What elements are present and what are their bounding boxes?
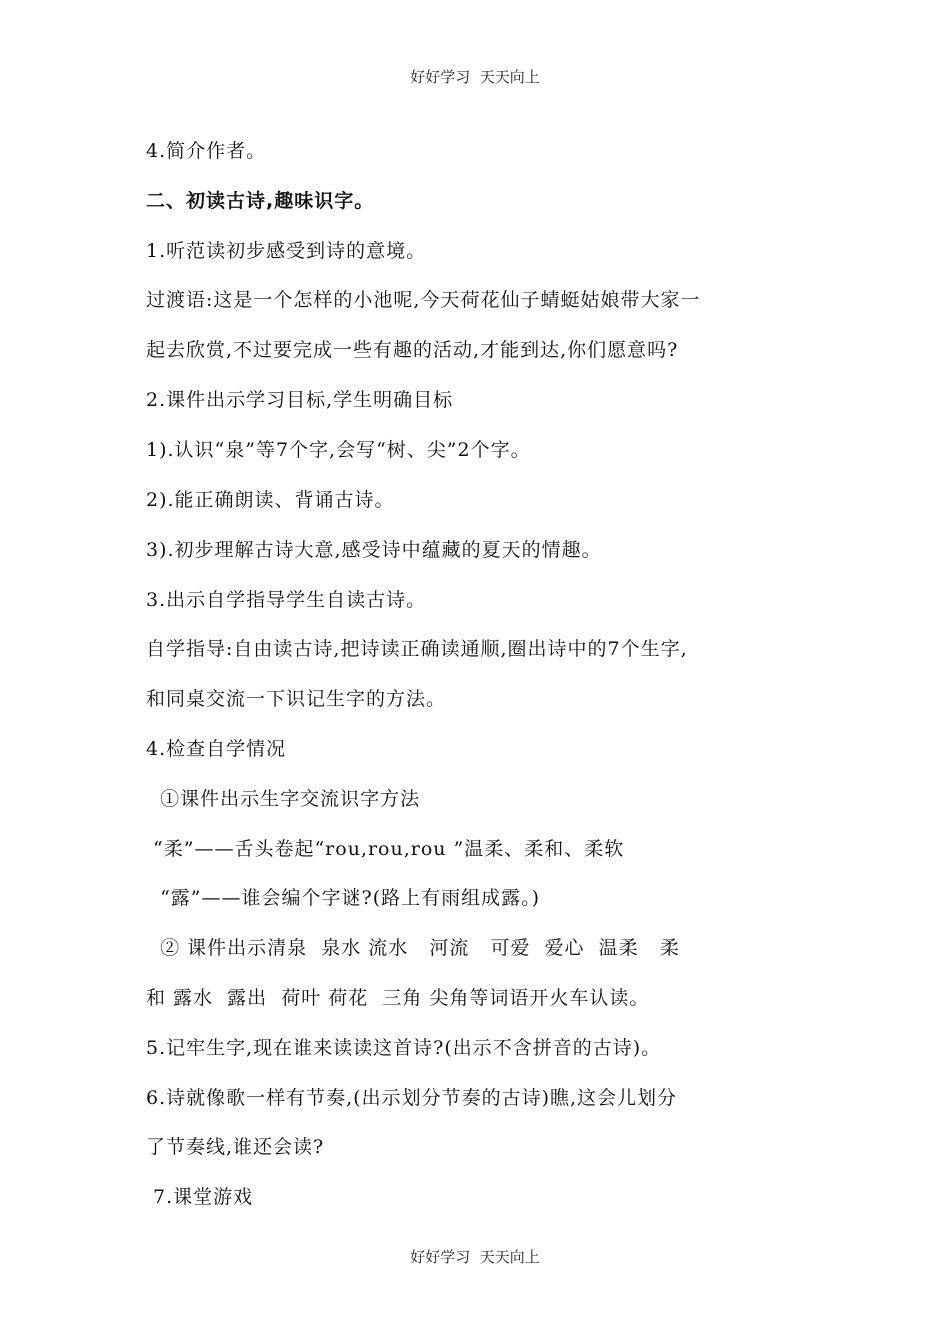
text-line: 3).初步理解古诗大意,感受诗中蕴藏的夏天的情趣。 xyxy=(146,539,602,561)
text-line: 7.课堂游戏 xyxy=(146,1186,254,1208)
text-line: 起去欣赏,不过要完成一些有趣的活动,才能到达,你们愿意吗? xyxy=(146,339,679,361)
page-footer: 好好学习 天天向上 xyxy=(410,1248,540,1266)
text-line: 自学指导:自由读古诗,把诗读正确读通顺,圈出诗中的7个生字, xyxy=(146,638,688,660)
text-line: ② 课件出示清泉 泉水 流水 河流 可爱 爱心 温柔 柔 xyxy=(146,937,680,959)
text-line: 3.出示自学指导学生自读古诗。 xyxy=(146,589,427,611)
text-line: 1).认识“泉”等7个字,会写“树、尖”2个字。 xyxy=(146,439,531,461)
text-line: 4.检查自学情况 xyxy=(146,738,287,760)
text-line: 2).能正确朗读、背诵古诗。 xyxy=(146,489,395,511)
text-line: 6.诗就像歌一样有节奏,(出示划分节奏的古诗)瞧,这会儿划分 xyxy=(146,1087,678,1109)
section-heading: 二、初读古诗,趣味识字。 xyxy=(146,190,375,212)
text-line: 1.听范读初步感受到诗的意境。 xyxy=(146,240,427,262)
text-line: 和 露水 露出 荷叶 荷花 三角 尖角等词语开火车认读。 xyxy=(146,987,650,1009)
text-line: “露”——谁会编个字谜?(路上有雨组成露。) xyxy=(146,887,541,909)
text-line: 5.记牢生字,现在谁来读读这首诗?(出示不含拼音的古诗)。 xyxy=(146,1037,662,1059)
text-line: “柔”——舌头卷起“rou,rou,rou ”温柔、柔和、柔软 xyxy=(146,838,625,860)
page-header: 好好学习 天天向上 xyxy=(410,68,540,86)
text-line: 了节奏线,谁还会读? xyxy=(146,1136,325,1158)
text-line: 和同桌交流一下识记生字的方法。 xyxy=(146,688,447,710)
text-line: 2.课件出示学习目标,学生明确目标 xyxy=(146,389,454,411)
text-line: 4.简介作者。 xyxy=(146,140,267,162)
text-line: 过渡语:这是一个怎样的小池呢,今天荷花仙子蜻蜓姑娘带大家一 xyxy=(146,289,701,311)
text-line: ①课件出示生字交流识字方法 xyxy=(146,788,421,810)
